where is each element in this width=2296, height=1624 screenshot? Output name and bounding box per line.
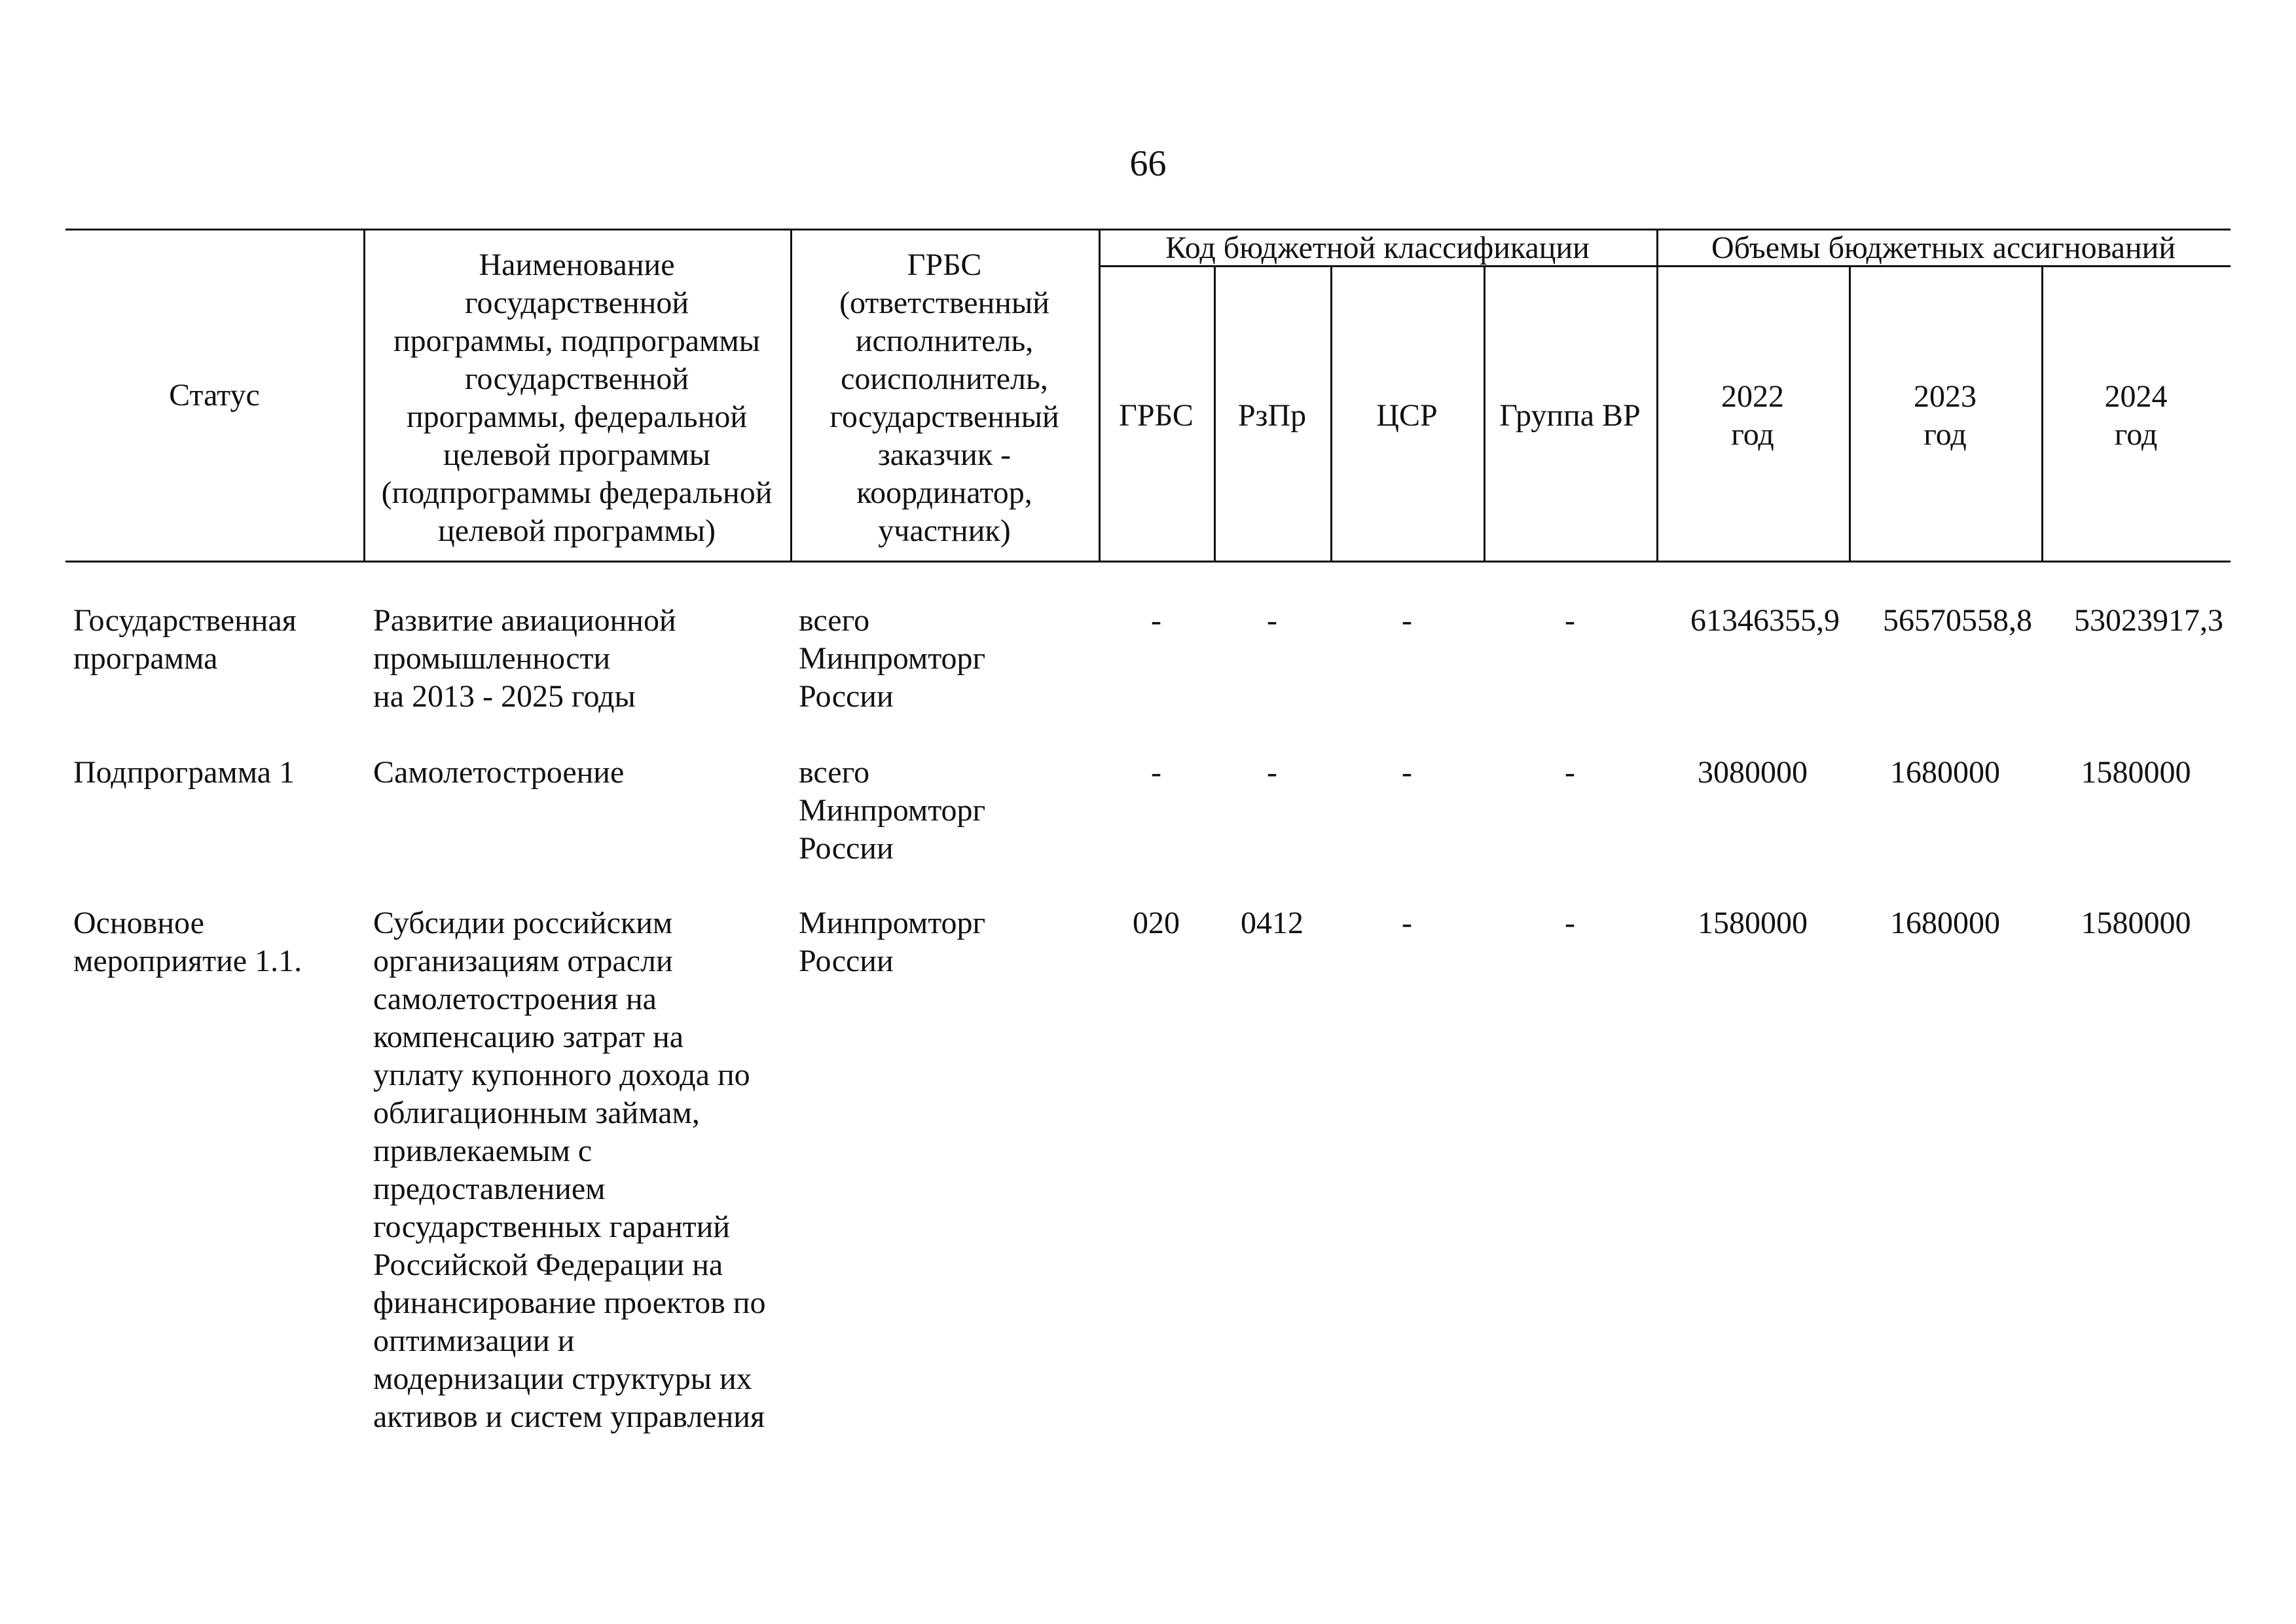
row-csr: -: [1402, 906, 1412, 940]
row-2022: 1580000: [1698, 906, 1808, 940]
header-divider-executor: [1099, 229, 1101, 562]
header-volume-group: Объемы бюджетных ассигнований: [1711, 231, 2176, 265]
row-csr: -: [1402, 755, 1412, 790]
row-grbs: -: [1151, 755, 1161, 790]
header-status: Статус: [169, 378, 260, 413]
row-grbs: 020: [1133, 906, 1180, 940]
header-grbs: ГРБС: [1119, 398, 1194, 433]
header-grbs-responsible: ГРБС (ответственный исполнитель, соисполнитель, государственный заказчик - координатор, участник): [829, 248, 1059, 548]
header-year-2023: 2023 год: [1914, 379, 1977, 452]
header-program-name: Наименование государственной программы, подпрограммы государственной программы, федеральной целевой программы (подпрограммы федеральной целевой программы): [381, 248, 773, 548]
row-name: Самолетостроение: [373, 755, 625, 790]
row-vr: -: [1565, 603, 1575, 638]
row-rzpr: -: [1267, 755, 1277, 790]
header-code-group: Код бюджетной классификации: [1165, 231, 1590, 265]
row-executor: Минпромторг России: [799, 906, 986, 978]
header-rzpr: РзПр: [1237, 398, 1307, 433]
row-name: Развитие авиационной промышленности на 2013 - 2025 годы: [373, 603, 676, 714]
row-2022: 3080000: [1698, 755, 1808, 790]
page-number: 66: [1129, 143, 1167, 184]
row-rzpr: 0412: [1241, 906, 1303, 940]
row-2024: 1580000: [2081, 906, 2191, 940]
row-name: Субсидии российским организациям отрасли самолетостроения на компенсацию затрат на уплату купонного дохода по облигационным займам, привлекаемым с предоставлением государственных гарантий Российской Федерации на финансирование проектов по оптимизации и модернизации структуры их активов и систем управления: [373, 906, 766, 1434]
row-2023: 56570558,8: [1883, 603, 2032, 638]
row-status: Основное мероприятие 1.1.: [73, 906, 302, 978]
row-2024: 1580000: [2081, 755, 2191, 790]
header-year-2022: 2022 год: [1721, 379, 1784, 452]
row-executor: всего Минпромторг России: [799, 755, 986, 866]
row-2022: 61346355,9: [1690, 603, 1840, 638]
row-csr: -: [1402, 603, 1412, 638]
row-grbs: -: [1151, 603, 1161, 638]
row-rzpr: -: [1267, 603, 1277, 638]
row-vr: -: [1565, 755, 1575, 790]
row-2024: 53023917,3: [2074, 603, 2223, 638]
row-2023: 1680000: [1890, 906, 2000, 940]
row-vr: -: [1565, 906, 1575, 940]
header-csr: ЦСР: [1376, 398, 1438, 433]
row-2023: 1680000: [1890, 755, 2000, 790]
row-status: Государственная программа: [73, 603, 297, 676]
row-executor: всего Минпромторг России: [799, 603, 986, 714]
header-group-vr: Группа ВР: [1499, 398, 1641, 433]
header-year-2024: 2024 год: [2104, 379, 2168, 452]
header-bottom-border: [65, 561, 2231, 563]
row-status: Подпрограмма 1: [73, 755, 295, 790]
